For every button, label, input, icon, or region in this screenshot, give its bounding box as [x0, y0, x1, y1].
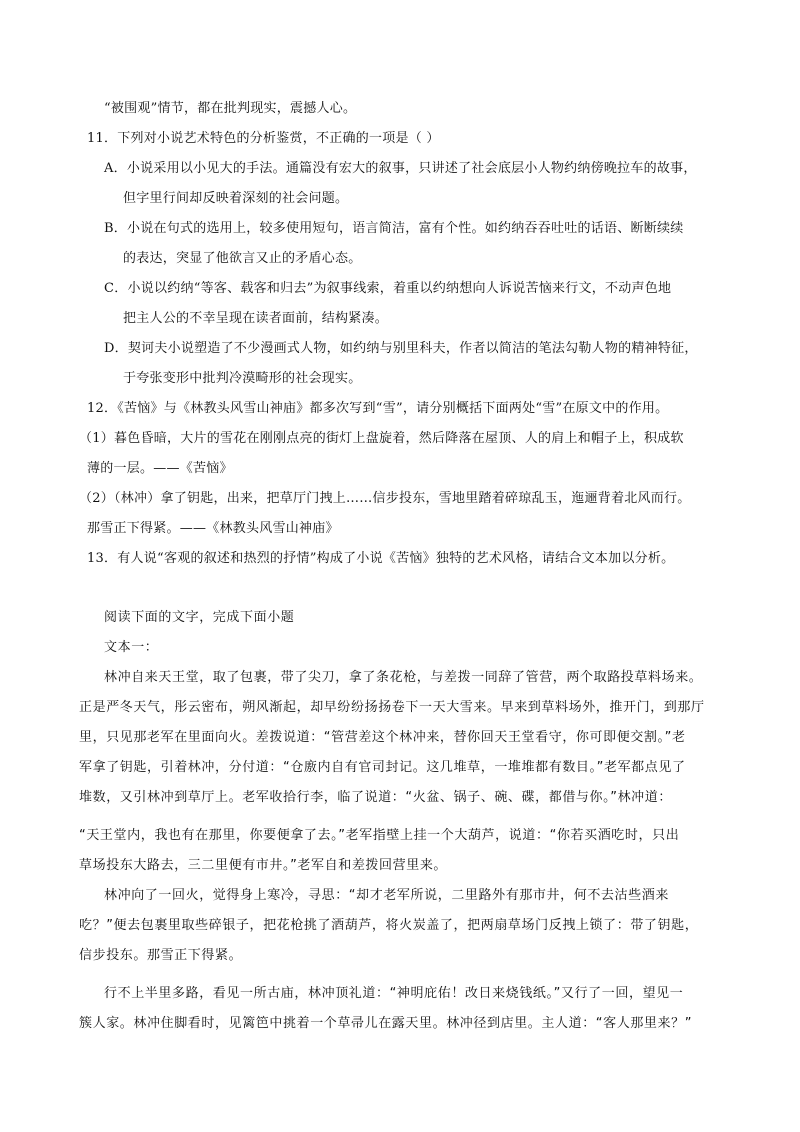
option-d-line-2: 于夸张变形中批判冷漠畸形的社会现实。	[123, 371, 362, 386]
q12-item-1-line-2: 薄的一层。——《苦恼》	[87, 461, 233, 476]
option-b-line-2: 的表达，突显了他欲言又止的矛盾心态。	[123, 251, 362, 266]
q12-item-2-line-2: 那雪正下得紧。——《林教头风雪山神庙》	[87, 521, 339, 536]
passage-line: 军拿了钥匙，引着林冲，分付道：“仓廒内自有官司封记。这几堆草，一堆堆都有数目。”老军都点见了	[79, 760, 686, 775]
passage-line: 里，只见那老军在里面向火。差拨说道：“管营差这个林冲来，替你回天王堂看守，你可即便交割。”老	[79, 730, 686, 745]
passage-line: 林冲向了一回火，觉得身上寒冷，寻思：“却才老军所说，二里路外有那市井，何不去沽些酒来	[104, 888, 669, 903]
q12-item-1-line-1: （1）暮色昏暗，大片的雪花在刚刚点亮的街灯上盘旋着，然后降落在屋顶、人的肩上和帽子上，积成软	[79, 431, 684, 446]
passage-line: 林冲自来天王堂，取了包裹，带了尖刀，拿了条花枪，与差拨一同辞了管营，两个取路投草料场来。	[104, 670, 703, 685]
passage-line: 簇人家。林冲住脚看时，见篱笆中挑着一个草帚儿在露天里。林冲径到店里。主人道：“客人那里来？”	[79, 1016, 693, 1031]
question-13-stem: 13．有人说“客观的叙述和热烈的抒情”构成了小说《苦恼》独特的艺术风格，请结合文本加以分析。	[87, 551, 675, 566]
intro-fragment-line: “被围观”情节，都在批判现实，震撼人心。	[104, 101, 357, 116]
passage-line: “天王堂内，我也有在那里，你要便拿了去。”老军指壁上挂一个大葫芦，说道：“你若买酒吃时，只出	[79, 828, 680, 843]
passage-line: 草场投东大路去，三二里便有市井。”老军自和差拨回营里来。	[79, 858, 448, 873]
option-d-line-1: D．契诃夫小说塑造了不少漫画式人物，如约纳与别里科夫，作者以简洁的笔法勾勒人物的精神特征，	[104, 341, 698, 356]
passage-line: 行不上半里多路，看见一所古庙，林冲顶礼道：“神明庇佑！改日来烧钱纸。”又行了一回，望见一	[104, 986, 684, 1001]
passage-line: 吃？”便去包裹里取些碎银子，把花枪挑了酒葫芦，将火炭盖了，把两扇草场门反拽上锁了：带了钥匙，	[79, 918, 699, 933]
option-c-line-1: C．小说以约纳“等客、载客和归去”为叙事线索，着重以约纳想向人诉说苦恼来行文，不动声色地	[104, 281, 672, 296]
question-12-stem: 12．《苦恼》与《林教头风雪山神庙》都多次写到“雪”，请分别概括下面两处“雪”在原文中的作用。	[87, 401, 669, 416]
text-one-heading: 文本一：	[104, 640, 159, 655]
reading-instruction: 阅读下面的文字，完成下面小题	[104, 610, 295, 625]
question-11-stem: 11．下列对小说艺术特色的分析鉴赏，不正确的一项是（ ）	[87, 131, 440, 146]
passage-line: 堆数，又引林冲到草厅上。老军收拾行李，临了说道：“火盆、锅子、碗、碟，都借与你。”林冲道：	[79, 790, 672, 805]
q12-item-2-line-1: （2）（林冲）拿了钥匙，出来，把草厅门拽上……信步投东，雪地里踏着碎琼乱玉，迤逦背着北风而行。	[79, 491, 691, 506]
option-a-line-1: A．小说采用以小见大的手法。通篇没有宏大的叙事，只讲述了社会底层小人物约纳傍晚拉车的故事，	[104, 161, 697, 176]
option-a-line-2: 但字里行间却反映着深刻的社会问题。	[123, 191, 349, 206]
passage-line: 信步投东。那雪正下得紧。	[79, 948, 243, 963]
option-c-line-2: 把主人公的不幸呈现在读者面前，结构紧凑。	[123, 311, 389, 326]
passage-line: 正是严冬天气，彤云密布，朔风渐起，却早纷纷扬扬卷下一天大雪来。早来到草料场外，推开门，到那厅	[79, 700, 705, 715]
option-b-line-1: B．小说在句式的选用上，较多使用短句，语言简洁，富有个性。如约纳吞吞吐吐的话语、断断续续	[104, 221, 684, 236]
